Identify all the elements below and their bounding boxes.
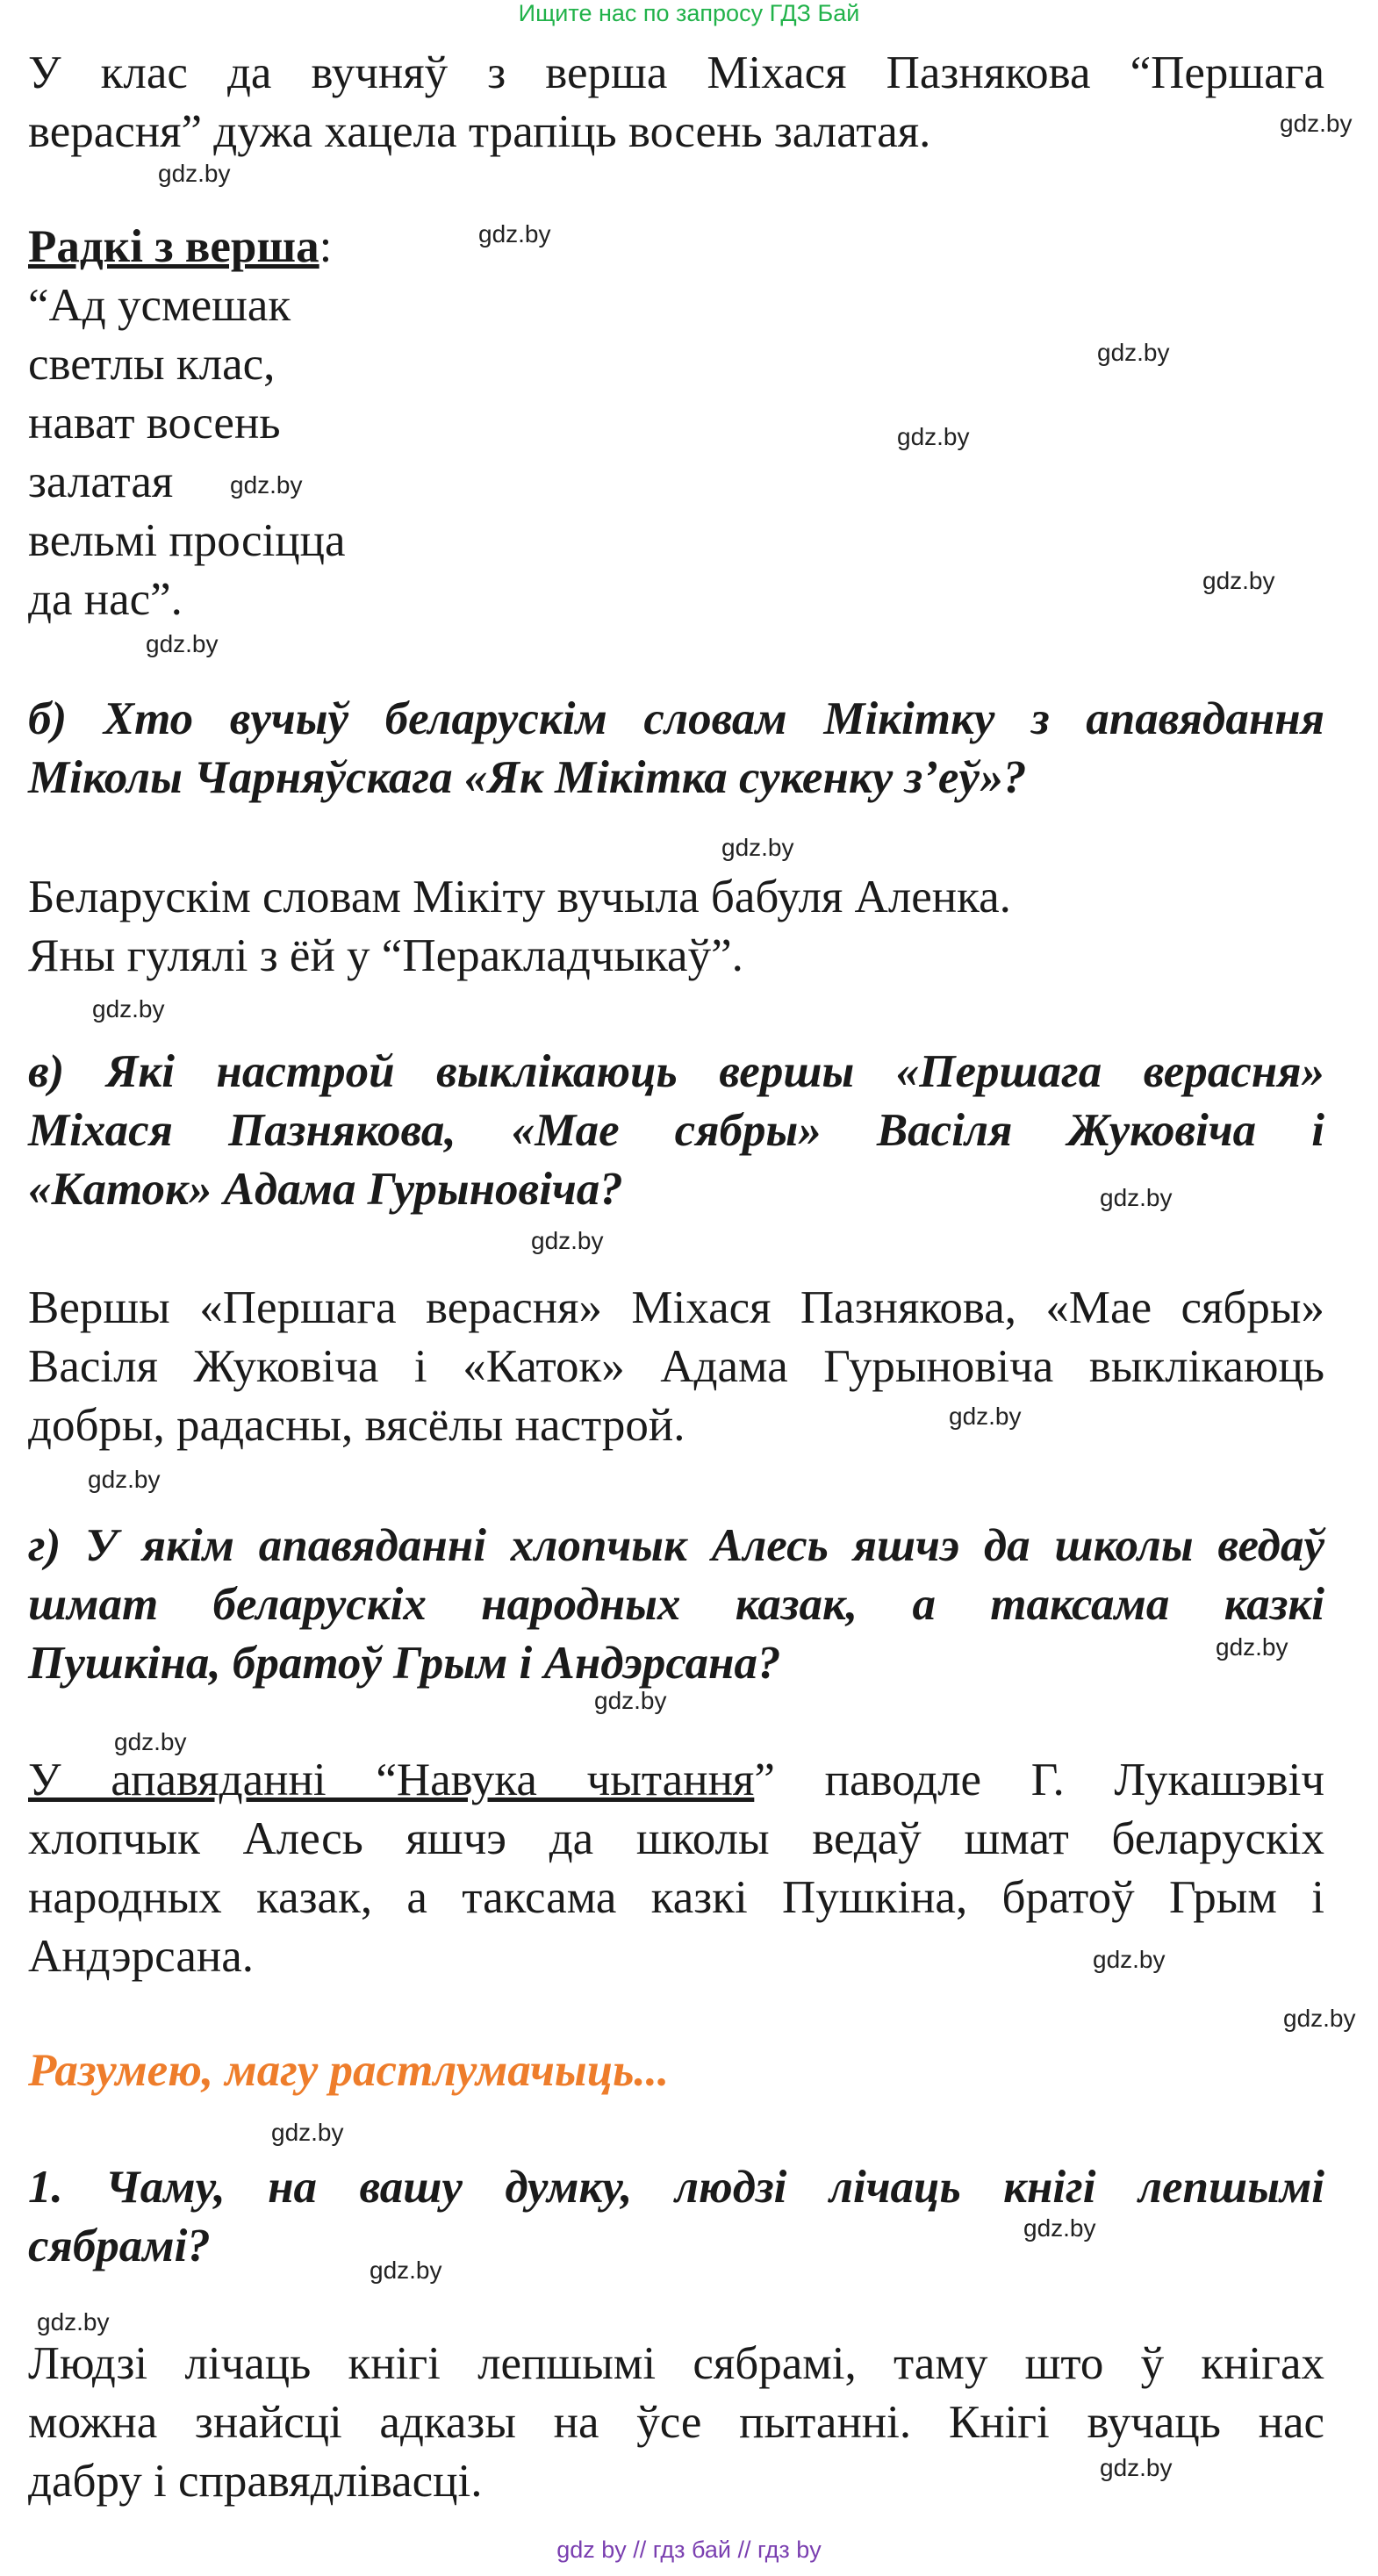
poem-heading — [28, 218, 555, 276]
question-g — [28, 1517, 1324, 1693]
watermark: gdz.by — [1023, 2214, 1096, 2242]
poem-block — [28, 218, 555, 629]
top-banner[interactable]: Ищите нас по запросу ГДЗ Бай — [518, 0, 860, 26]
watermark: gdz.by — [1097, 339, 1170, 366]
watermark: gdz.by — [1202, 567, 1275, 594]
answer-v-line-3: добры, радасны, вясёлы настрой. — [28, 1400, 685, 1451]
question-1-line-1: 1. Чаму, на вашу думку, людзі лічаць кнігі лепшымі — [28, 2162, 1324, 2213]
watermark: gdz.by — [1100, 2454, 1173, 2481]
answer-v-line-2: Васіля Жуковіча і «Каток» Адама Гурыновіча выклікаюць — [28, 1341, 1324, 1392]
answer-g-line-3: народных казак, а таксама казкі Пушкіна, братоў Грым і — [28, 1872, 1324, 1923]
question-b-line-2: Міколы Чарняўскага «Як Мікітка сукенку з’еў»? — [28, 752, 1027, 803]
answer-b — [28, 868, 1324, 986]
answer-g-line-2: хлопчык Алесь яшчэ да школы ведаў шмат беларускіх — [28, 1813, 1324, 1864]
intro-line-1: У клас да вучняў з верша Міхася Пазнякова “Першага — [28, 47, 1324, 98]
answer-g-line-4: Андэрсана. — [28, 1931, 255, 1982]
question-1-line-2: сябрамі? — [28, 2221, 211, 2271]
watermark: gdz.by — [146, 630, 219, 657]
poem-heading-text: Радкі з верша — [28, 221, 319, 272]
question-1 — [28, 2158, 1324, 2276]
answer-g-line-1 — [28, 1751, 1324, 1810]
intro-paragraph — [28, 44, 1324, 161]
intro-line-2: верасня” дужа хацела трапіць восень залатая. — [28, 106, 931, 157]
watermark: gdz.by — [721, 834, 794, 861]
watermark: gdz.by — [1100, 1184, 1173, 1211]
watermark: gdz.by — [370, 2257, 442, 2284]
subheading: Разумею, магу растлумачыць... — [28, 2045, 670, 2096]
watermark: gdz.by — [271, 2119, 344, 2146]
poem-line: светлы клас, — [28, 339, 276, 390]
watermark: gdz.by — [1093, 1946, 1166, 1973]
answer-v — [28, 1279, 1324, 1455]
question-g-line-1: г) У якім апавяданні хлопчык Алесь яшчэ да школы ведаў — [28, 1520, 1324, 1571]
answer-1 — [28, 2335, 1324, 2511]
watermark: gdz.by — [1283, 2005, 1356, 2032]
answer-1-line-1: Людзі лічаць кнігі лепшымі сябрамі, таму што ў кнігах — [28, 2338, 1324, 2389]
watermark: gdz.by — [478, 220, 551, 248]
poem-line: “Ад усмешак — [28, 280, 291, 331]
answer-b-line-2: Яны гулялі з ёй у “Перакладчыкаў”. — [28, 930, 743, 981]
poem-line: вельмі просіцца — [28, 515, 346, 566]
question-g-line-2: шмат беларускіх народных казак, а таксама казкі — [28, 1579, 1324, 1630]
watermark: gdz.by — [114, 1728, 187, 1755]
answer-g-line-1-rest: ” паводле Г. Лукашэвіч — [754, 1754, 1324, 1805]
watermark: gdz.by — [1216, 1633, 1288, 1661]
watermark: gdz.by — [37, 2308, 110, 2336]
footer-links[interactable]: gdz by // гдз бай // гдз by — [556, 2537, 822, 2563]
watermark: gdz.by — [949, 1403, 1022, 1430]
answer-b-line-1: Беларускім словам Мікіту вучыла бабуля Аленка. — [28, 872, 1011, 922]
watermark: gdz.by — [1280, 110, 1353, 137]
answer-v-line-1: Вершы «Першага верасня» Міхася Пазнякова, «Мае сябры» — [28, 1282, 1324, 1333]
poem-heading-colon: : — [319, 221, 333, 272]
story-title: У апавяданні “Навука чытання — [28, 1754, 755, 1805]
question-v-line-2: Міхася Пазнякова, «Мае сябры» Васіля Жуковіча і — [28, 1105, 1324, 1156]
answer-1-line-2: можна знайсці адказы на ўсе пытанні. Кнігі вучаць нас — [28, 2397, 1324, 2448]
watermark: gdz.by — [88, 1466, 161, 1493]
watermark: gdz.by — [158, 160, 231, 187]
question-b — [28, 690, 1324, 807]
answer-1-line-3: дабру і справядлівасці. — [28, 2456, 483, 2507]
watermark: gdz.by — [92, 995, 165, 1023]
watermark: gdz.by — [531, 1227, 604, 1254]
watermark: gdz.by — [594, 1687, 667, 1714]
poem-line: да нас”. — [28, 574, 183, 625]
watermark: gdz.by — [230, 471, 303, 499]
poem-line: нават восень — [28, 398, 281, 448]
question-v-line-1: в) Які настрой выклікаюць вершы «Першага верасня» — [28, 1046, 1324, 1097]
question-v-line-3: «Каток» Адама Гурыновіча? — [28, 1164, 623, 1215]
question-g-line-3: Пушкіна, братоў Грым і Андэрсана? — [28, 1638, 781, 1689]
question-b-line-1: б) Хто вучыў беларускім словам Мікітку з апавядання — [28, 693, 1324, 744]
watermark: gdz.by — [897, 423, 970, 450]
poem-line: залатая — [28, 456, 174, 507]
